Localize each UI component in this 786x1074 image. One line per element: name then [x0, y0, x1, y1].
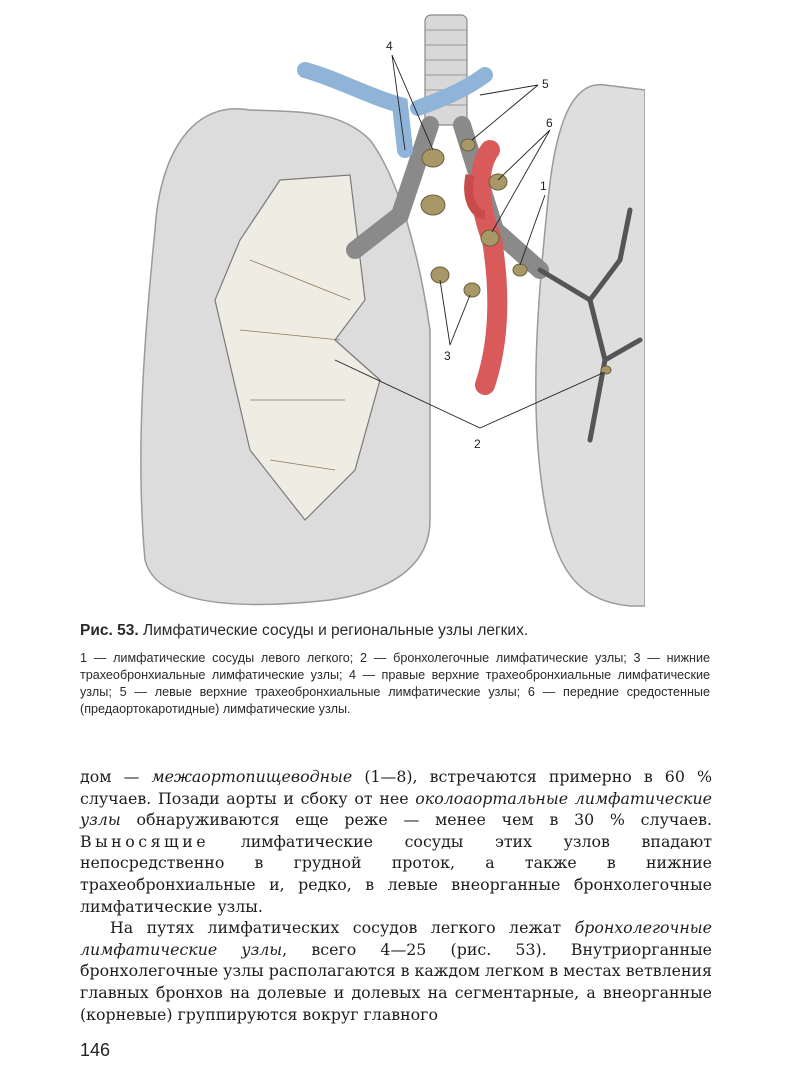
- body-text: [80, 766, 712, 1025]
- p2-text-1: На путях лимфатических сосудов легкого лежат: [110, 918, 575, 938]
- callout-3: 3: [444, 349, 451, 363]
- p1-text-4: лимфатические сосуды этих узлов впадают непосредственно в грудной проток, а также в нижние трахеобронхиальные и, редко, в левые внеорганные бронхолегочные лимфатические узлы.: [80, 831, 712, 916]
- p1-text-1: дом —: [80, 767, 152, 786]
- figure-caption: [80, 622, 710, 718]
- illustration-svg: [100, 0, 645, 612]
- caption-legend: 1 — лимфатические сосуды левого легкого; 2 — бронхолегочные лимфатические узлы; 3 — нижние трахеобронхиальные лимфатические узлы; 4 — правые верхние трахеобронхиальные лимфатические узлы; 5 — левые верхние трахеобронхиальные лимфатические узлы; 6 — передние средостенные (предаортокаротидные) лимфатические узлы.: [80, 651, 710, 716]
- callout-2: 2: [474, 437, 481, 451]
- page-number: 146: [80, 1040, 111, 1060]
- caption-title-line: [80, 622, 710, 640]
- p2-text-2: , всего 4—25 (рис. 53). Внутриорганные бронхолегочные узлы располагаются в каждом легком в местах ветвления главных бронхов на долевые и долевых на сегментарные, а внеорганные (корневые) группируются вокруг главного: [80, 939, 712, 1024]
- p1-text-2: (1—8), встречаются примерно в 60 % случаев. Позади аорты и сбоку от нее: [80, 767, 712, 808]
- caption-label: Рис. 53.: [80, 622, 139, 639]
- paragraph-1: [80, 766, 712, 917]
- lung-lymphatics-illustration: [100, 0, 645, 612]
- p1-italic-2: околоаортальные лимфатические узлы: [80, 788, 712, 830]
- p1-spaced-term: Выносящие: [80, 831, 210, 851]
- p1-text-3: обнаруживаются еще реже — менее чем в 30 % случаев.: [120, 810, 712, 830]
- p2-italic-1: бронхолегочные лимфатические узлы: [80, 918, 712, 959]
- callout-4: 4: [386, 39, 393, 53]
- callout-6: 6: [546, 116, 553, 130]
- paragraph-2: [80, 917, 712, 1025]
- callout-1: 1: [540, 179, 547, 193]
- callout-5: 5: [542, 77, 549, 91]
- caption-title: Лимфатические сосуды и регионaльные узлы легких.: [142, 622, 529, 639]
- p1-italic-1: межаортопищеводные: [151, 767, 353, 786]
